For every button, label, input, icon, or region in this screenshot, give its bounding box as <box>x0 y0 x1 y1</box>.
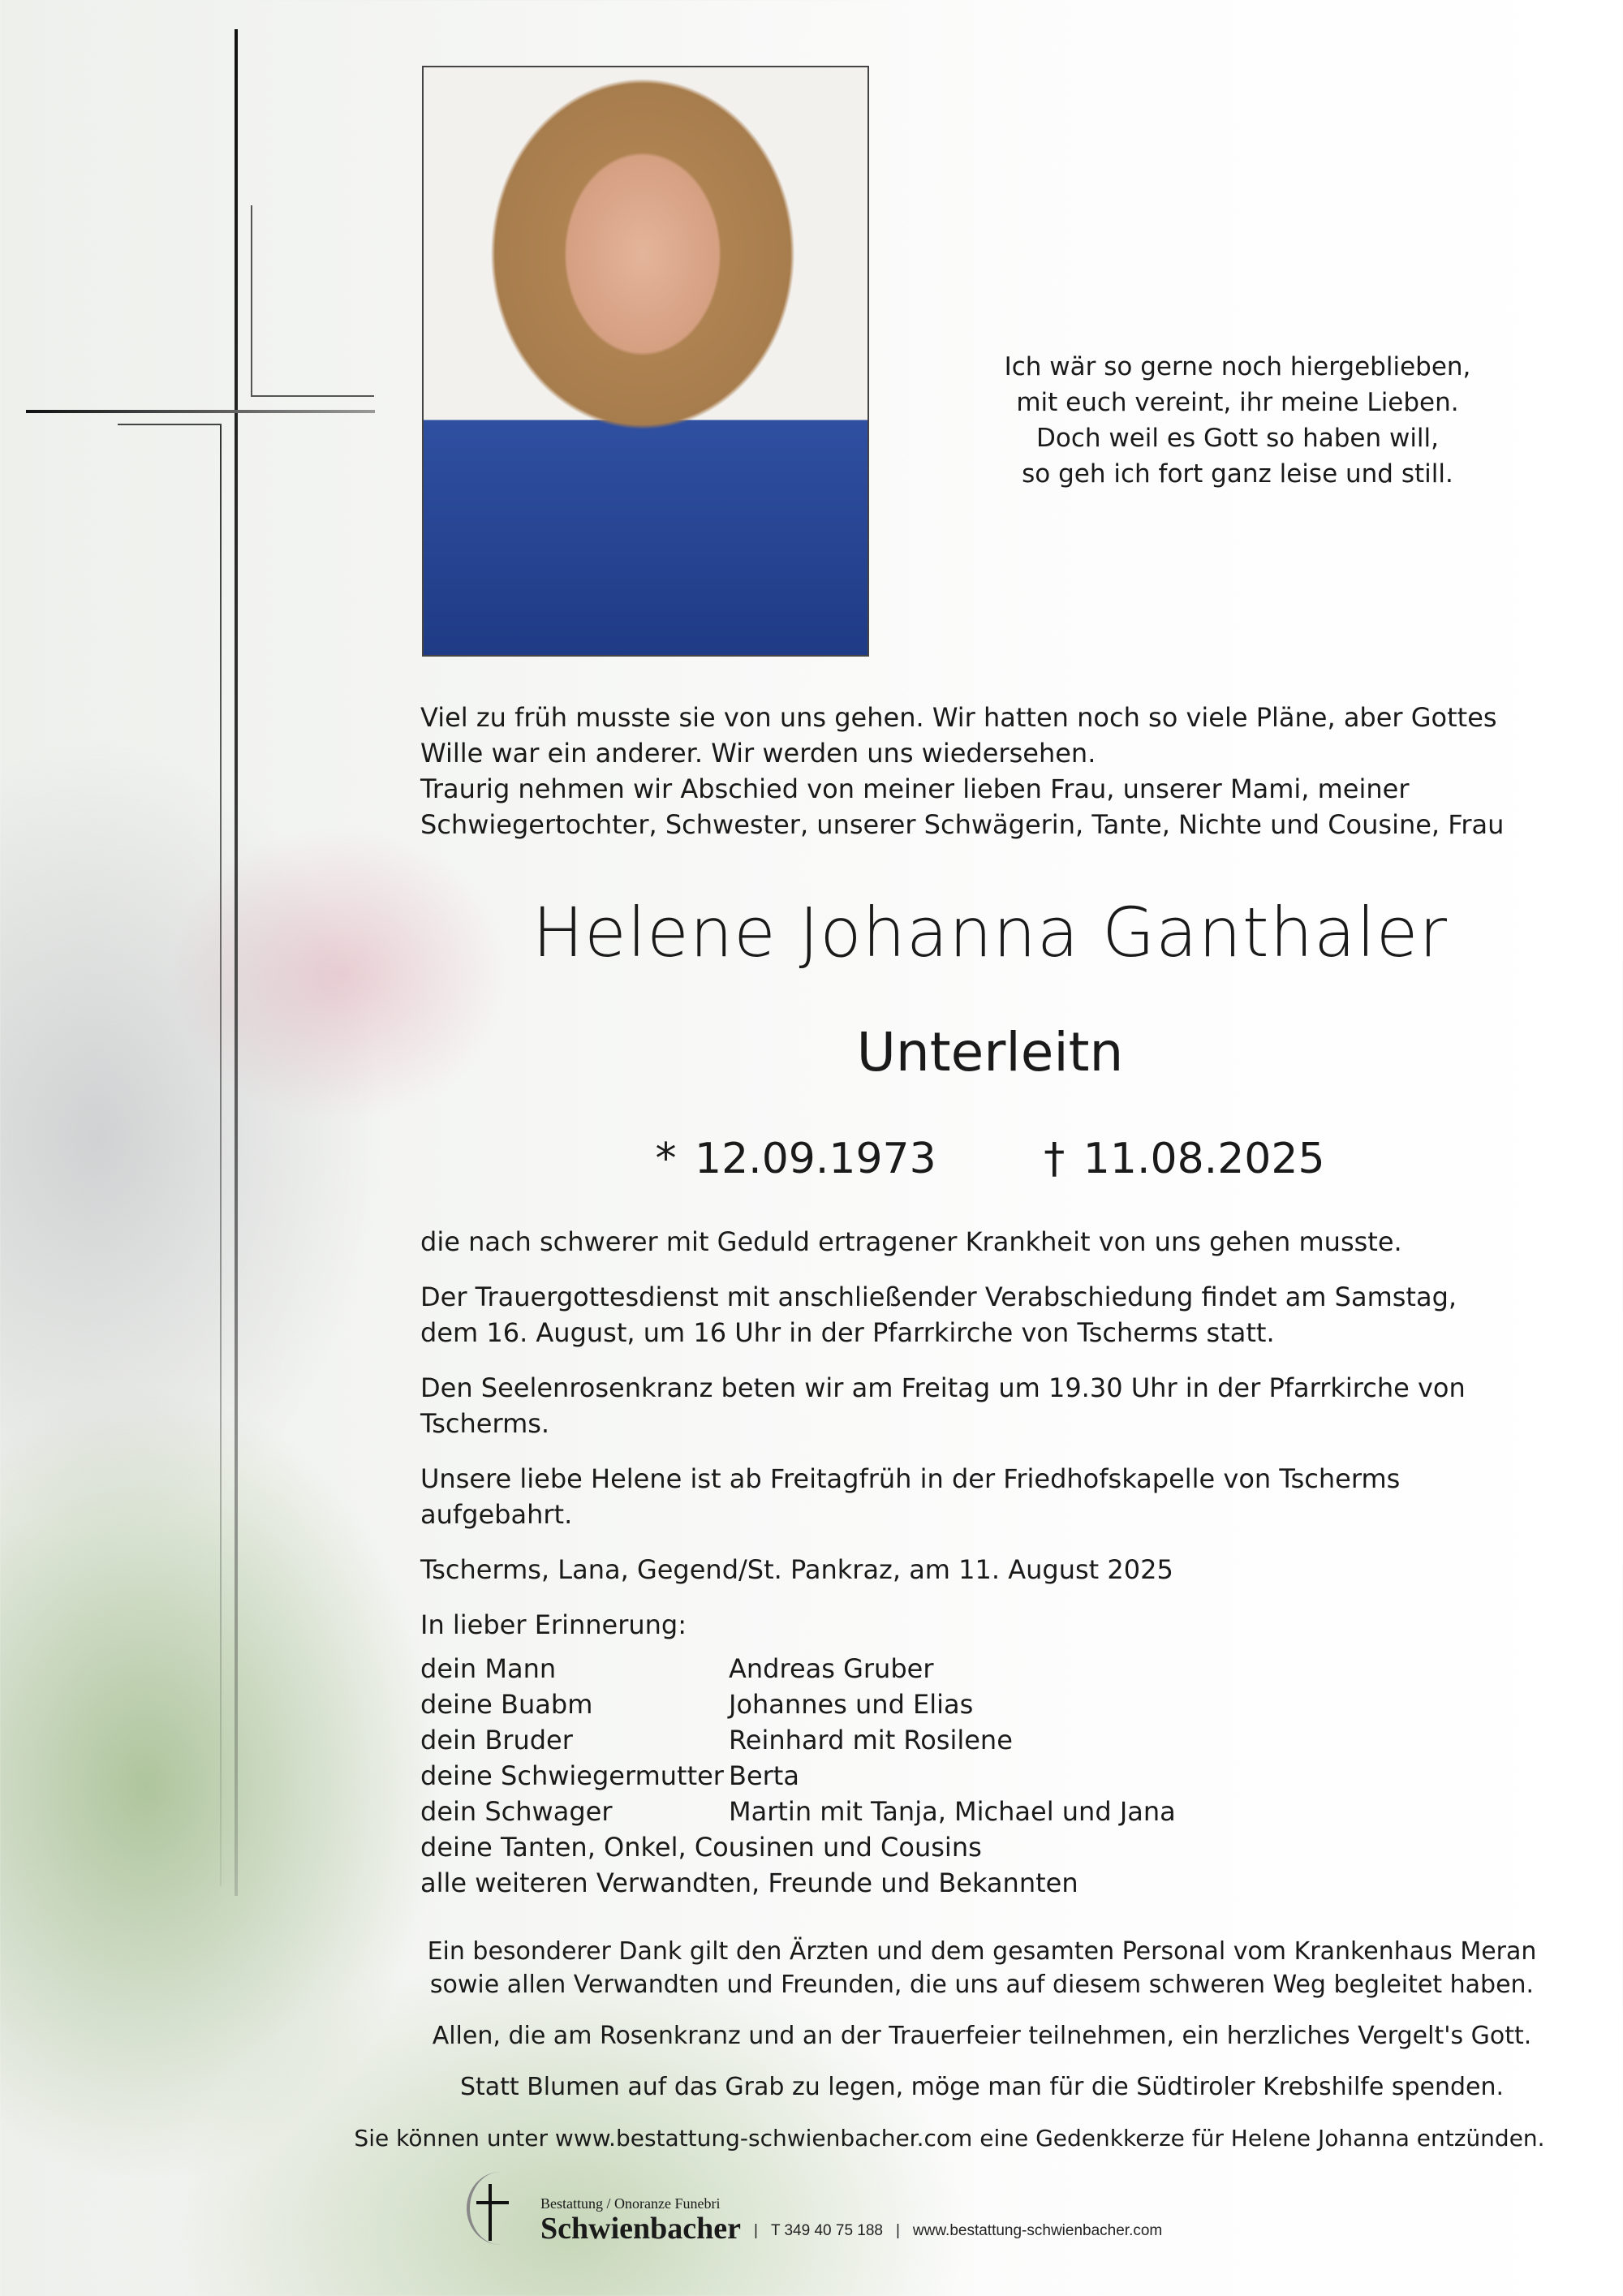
cross-vertical-line <box>235 29 238 1896</box>
family-relation: dein Schwager <box>420 1796 613 1827</box>
family-relation: deine Buabm <box>420 1689 593 1720</box>
remembrance-title: In lieber Erinnerung: <box>420 1609 687 1640</box>
thanks-paragraph: Allen, die am Rosenkranz und an der Trauerfeier teilnehmen, ein herzliches Vergelt's Gott. <box>432 2022 1532 2050</box>
life-dates <box>422 1135 1558 1183</box>
intro-line: Wille war ein anderer. Wir werden uns wiedersehen. <box>420 738 1096 769</box>
announcement-body <box>420 1224 1508 1901</box>
family-names: Reinhard mit Rosilene <box>729 1725 1013 1755</box>
brand-block <box>540 2195 741 2245</box>
birth-date: * 12.09.1973 <box>655 1135 936 1183</box>
family-relation: dein Mann <box>420 1653 557 1684</box>
cross-horizontal-line <box>26 410 375 413</box>
intro-text <box>420 700 1508 842</box>
deceased-place: Unterleitn <box>856 1021 1124 1083</box>
cross-inner-vertical-line <box>220 425 222 1886</box>
intro-line: Viel zu früh musste sie von uns gehen. Wir hatten noch so viele Pläne, aber Gottes <box>420 702 1497 733</box>
phone-number: T 349 40 75 188 <box>770 2222 883 2239</box>
separator: | <box>754 2222 758 2239</box>
thanks-paragraph: Statt Blumen auf das Grab zu legen, möge man für die Südtiroler Krebshilfe spenden. <box>459 2073 1505 2101</box>
death-date: † 11.08.2025 <box>1044 1135 1325 1183</box>
body-paragraph: Den Seelenrosenkranz beten wir am Freitag um 19.30 Uhr in der Pfarrkirche von Tscherms. <box>420 1372 1466 1439</box>
portrait-photo <box>422 66 869 657</box>
poem-line: Doch weil es Gott so haben will, <box>1035 424 1440 453</box>
family-relation: dein Bruder <box>420 1725 573 1755</box>
corner-vertical-line <box>251 205 252 397</box>
funeral-home-footer <box>467 2172 1162 2245</box>
corner-horizontal-line <box>251 395 374 397</box>
family-relation: deine Schwiegermutter <box>420 1760 724 1791</box>
body-paragraph: Unsere liebe Helene ist ab Freitagfrüh in der Friedhofskapelle von Tscherms aufgebahrt. <box>420 1463 1401 1530</box>
poem-line: Ich wär so gerne noch hiergeblieben, <box>1004 352 1471 381</box>
intro-line: Traurig nehmen wir Abschied von meiner lieben Frau, unserer Mami, meiner <box>420 773 1410 804</box>
thanks-paragraph: Ein besonderer Dank gilt den Ärzten und dem gesamten Personal vom Krankenhaus Meran sowie allen Verwandten und Freunden, die uns auf diesem schweren Weg begleitet haben. <box>427 1937 1537 1999</box>
poem <box>933 349 1542 492</box>
thanks-paragraph: Sie können unter www.bestattung-schwienbacher.com eine Gedenkkerze für Helene Johanna entzünden. <box>354 2125 1545 2152</box>
body-paragraph: Tscherms, Lana, Gegend/St. Pankraz, am 11. August 2025 <box>420 1554 1173 1585</box>
cross-logo-icon <box>467 2172 527 2245</box>
poem-line: so geh ich fort ganz leise und still. <box>1022 459 1453 489</box>
separator: | <box>895 2222 900 2239</box>
family-extra: deine Tanten, Onkel, Cousinen und Cousins <box>420 1832 982 1863</box>
family-extra: alle weiteren Verwandten, Freunde und Bekannten <box>420 1867 1078 1898</box>
deceased-name: Helene Johanna Ganthaler <box>532 893 1449 972</box>
family-names: Andreas Gruber <box>729 1653 934 1684</box>
brand-name: Schwienbacher <box>540 2212 741 2246</box>
family-names: Johannes und Elias <box>729 1689 974 1720</box>
body-paragraph: die nach schwerer mit Geduld ertragener Krankheit von uns gehen musste. <box>420 1226 1402 1257</box>
website-link[interactable]: www.bestattung-schwienbacher.com <box>912 2222 1163 2239</box>
brand-subtitle: Bestattung / Onoranze Funebri <box>540 2195 721 2212</box>
body-paragraph: Der Trauergottesdienst mit anschließender Verabschiedung findet am Samstag, dem 16. August, um 16 Uhr in der Pfarrkirche von Tscherms statt. <box>420 1282 1457 1348</box>
family-names: Berta <box>729 1760 799 1791</box>
family-names: Martin mit Tanja, Michael und Jana <box>729 1796 1176 1827</box>
poem-line: mit euch vereint, ihr meine Lieben. <box>1016 388 1459 417</box>
cross-inner-horizontal-line <box>118 424 222 425</box>
thanks-section <box>354 1935 1607 2173</box>
family-list <box>420 1651 1508 1829</box>
intro-line: Schwiegertochter, Schwester, unserer Schwägerin, Tante, Nichte und Cousine, Frau <box>420 809 1505 840</box>
